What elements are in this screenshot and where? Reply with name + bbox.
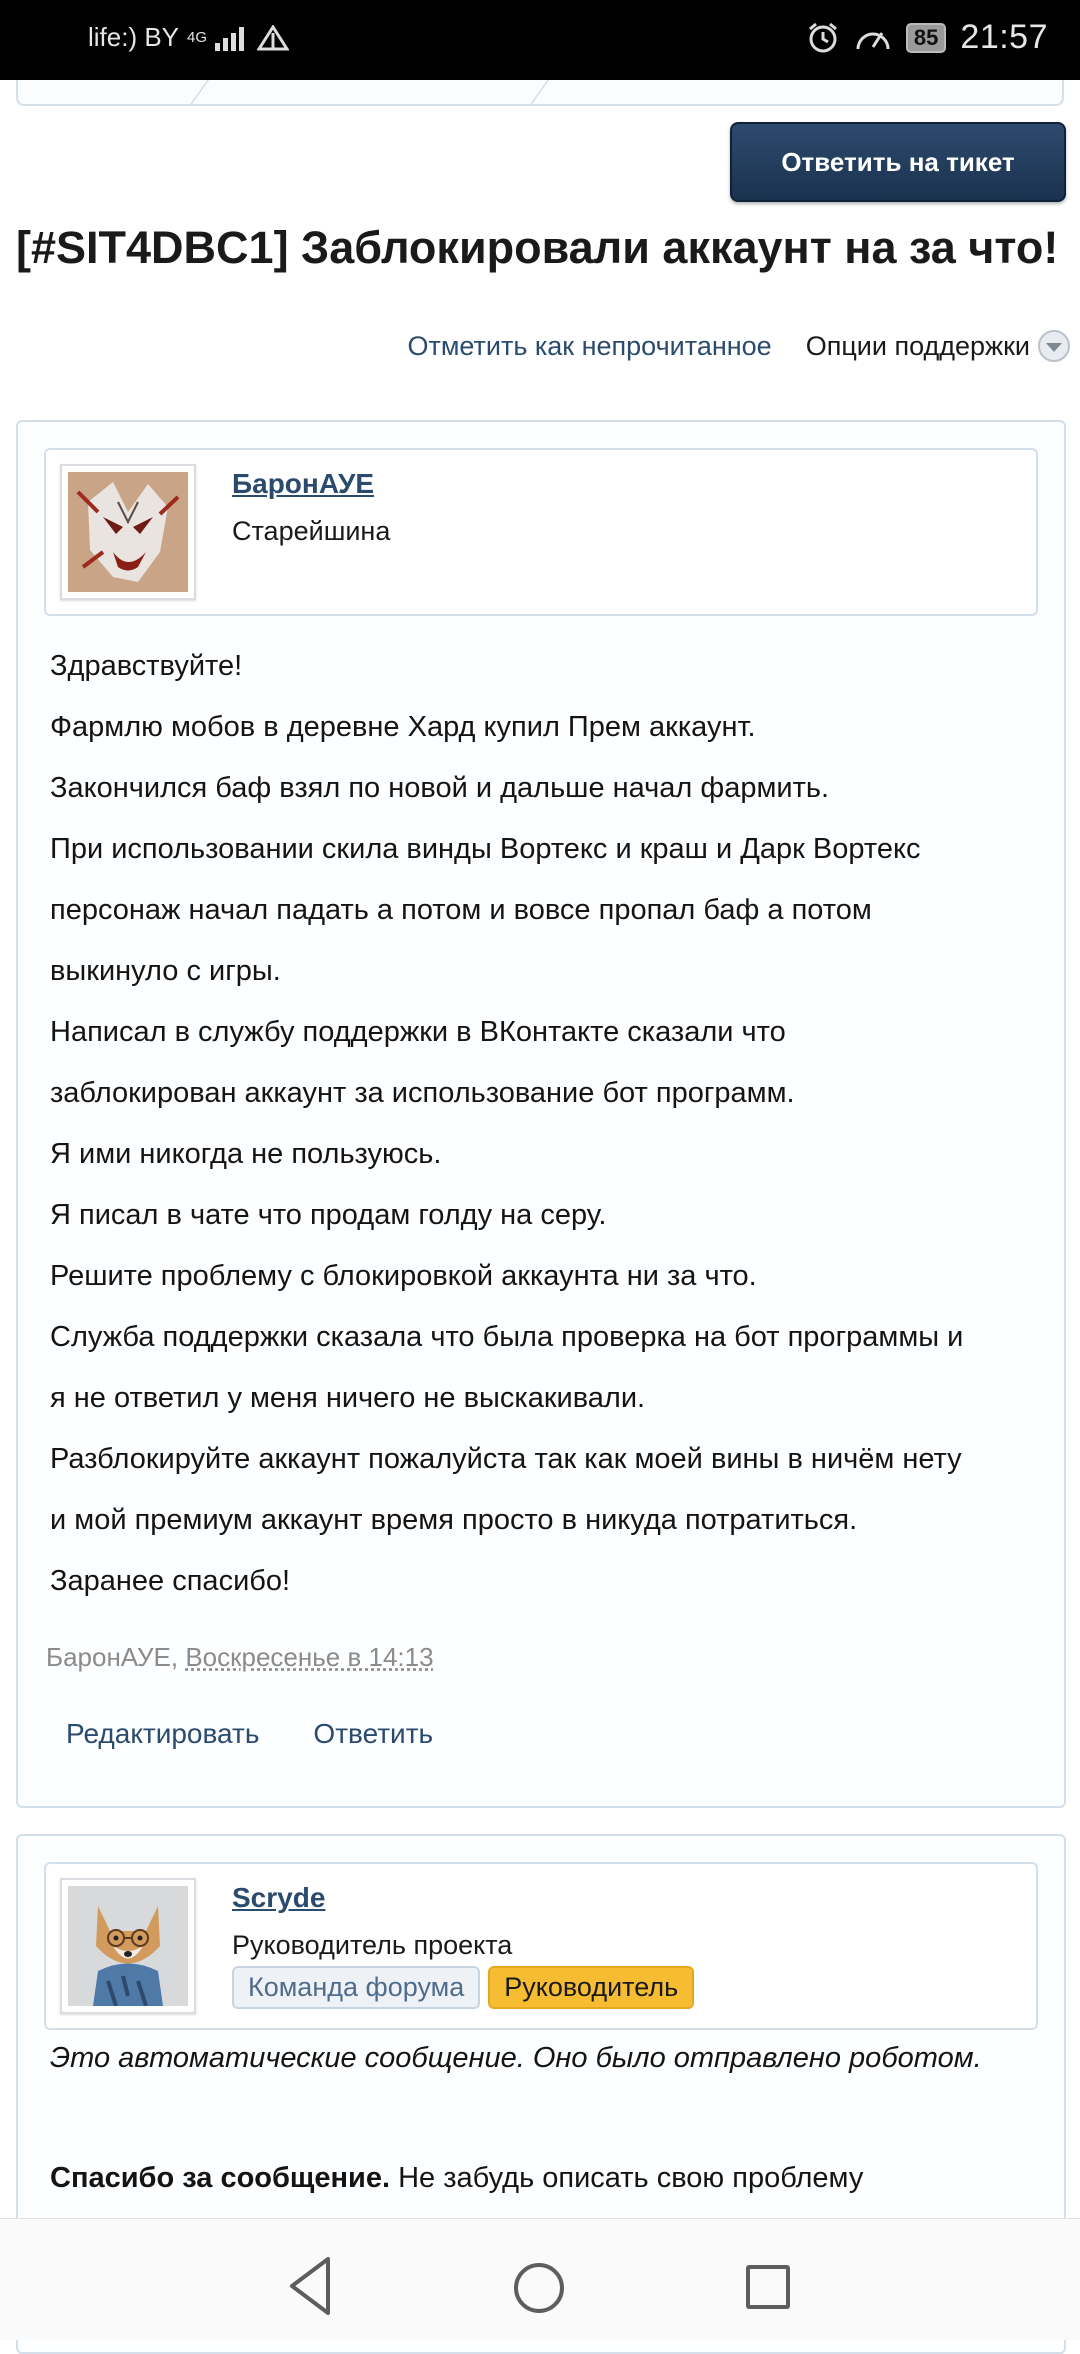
breadcrumb-separator bbox=[189, 80, 209, 106]
battery-indicator: 85 bbox=[906, 23, 946, 53]
user-title: Руководитель проекта bbox=[232, 1930, 513, 1960]
meta-date-link[interactable]: Воскресенье в 14:13 bbox=[185, 1642, 434, 1672]
message-line: я не ответил у меня ничего не выскакивали. bbox=[50, 1382, 646, 1414]
speed-icon bbox=[854, 21, 892, 55]
dog-avatar-image bbox=[68, 1886, 188, 2006]
thanks-bold: Спасибо за сообщение. bbox=[50, 2162, 391, 2194]
network-label: 4G bbox=[187, 29, 208, 46]
chevron-down-icon bbox=[1038, 330, 1070, 362]
message-line: Служба поддержки сказала что была проверка на бот программы и bbox=[50, 1321, 964, 1353]
username-link[interactable]: БаронАУЕ bbox=[232, 468, 375, 499]
breadcrumb[interactable] bbox=[16, 80, 1064, 106]
carrier-label: life:) BY bbox=[88, 22, 180, 52]
message-line: При использовании скила винды Вортекс и краш и Дарк Вортекс bbox=[50, 833, 921, 865]
message-line: персонаж начал падать а потом и вовсе пропал баф а потом bbox=[50, 894, 872, 926]
message-line: заблокирован аккаунт за использование бот программ. bbox=[50, 1077, 795, 1109]
user-badges bbox=[232, 1966, 694, 2009]
message-line: Я ими никогда не пользуюсь. bbox=[50, 1138, 442, 1170]
clock: 21:57 bbox=[960, 18, 1048, 56]
page-title: [#SIT4DBC1] Заблокировали аккаунт на за что! bbox=[16, 222, 1059, 273]
badge-leader: Руководитель bbox=[488, 1966, 694, 2009]
avatar[interactable] bbox=[60, 1878, 196, 2014]
message-body bbox=[50, 636, 1050, 1612]
system-nav-bar bbox=[0, 2218, 1080, 2340]
reply-link[interactable]: Ответить bbox=[313, 1718, 434, 1749]
signal-icon bbox=[215, 25, 249, 51]
user-card bbox=[44, 448, 1038, 616]
back-icon[interactable] bbox=[286, 2255, 334, 2317]
message-actions bbox=[66, 1718, 433, 1750]
home-icon[interactable] bbox=[514, 2263, 564, 2313]
username-link[interactable]: Scryde bbox=[232, 1882, 326, 1913]
message-line: и мой премиум аккаунт время просто в никуда потратиться. bbox=[50, 1504, 858, 1536]
badge-forum-team: Команда форума bbox=[232, 1966, 480, 2009]
support-options-label: Опции поддержки bbox=[805, 330, 1030, 361]
user-title: Старейшина bbox=[232, 516, 391, 546]
support-options-menu[interactable] bbox=[806, 330, 1070, 362]
recent-apps-icon[interactable] bbox=[746, 2265, 790, 2309]
user-card bbox=[44, 1862, 1038, 2030]
message-line: Здравствуйте! bbox=[50, 650, 243, 682]
breadcrumb-separator bbox=[529, 80, 549, 106]
status-right bbox=[806, 18, 1048, 57]
meta-author: БаронАУЕ, bbox=[46, 1642, 179, 1672]
message-line: Заранее спасибо! bbox=[50, 1565, 291, 1597]
message-post bbox=[16, 420, 1066, 1808]
status-left bbox=[88, 22, 289, 53]
thanks-rest: Не забудь описать свою проблему bbox=[390, 2162, 864, 2194]
auto-message-text bbox=[50, 2162, 863, 2195]
thread-actions bbox=[407, 330, 1070, 362]
auto-message-notice: Это автоматические сообщение. Оно было отправлено роботом. bbox=[50, 2042, 982, 2074]
message-line: Я писал в чате что продам голду на серу. bbox=[50, 1199, 607, 1231]
app-notification-icon bbox=[257, 25, 289, 51]
mark-unread-link[interactable]: Отметить как непрочитанное bbox=[407, 330, 772, 361]
message-line: Написал в службу поддержки в ВКонтакте сказали что bbox=[50, 1016, 786, 1048]
message-line: Разблокируйте аккаунт пожалуйста так как моей вины в ничём нету bbox=[50, 1443, 962, 1475]
message-line: Решите проблему с блокировкой аккаунта ни за что. bbox=[50, 1260, 757, 1292]
alarm-icon bbox=[806, 21, 840, 55]
reply-ticket-button[interactable]: Ответить на тикет bbox=[730, 122, 1066, 202]
message-line: Закончился баф взял по новой и дальше начал фармить. bbox=[50, 772, 830, 804]
wolf-avatar-image bbox=[68, 472, 188, 592]
message-line: Фармлю мобов в деревне Хард купил Прем аккаунт. bbox=[50, 711, 756, 743]
message-line: выкинуло с игры. bbox=[50, 955, 281, 987]
message-meta bbox=[46, 1642, 434, 1673]
avatar[interactable] bbox=[60, 464, 196, 600]
status-bar bbox=[0, 0, 1080, 80]
edit-link[interactable]: Редактировать bbox=[66, 1718, 260, 1749]
